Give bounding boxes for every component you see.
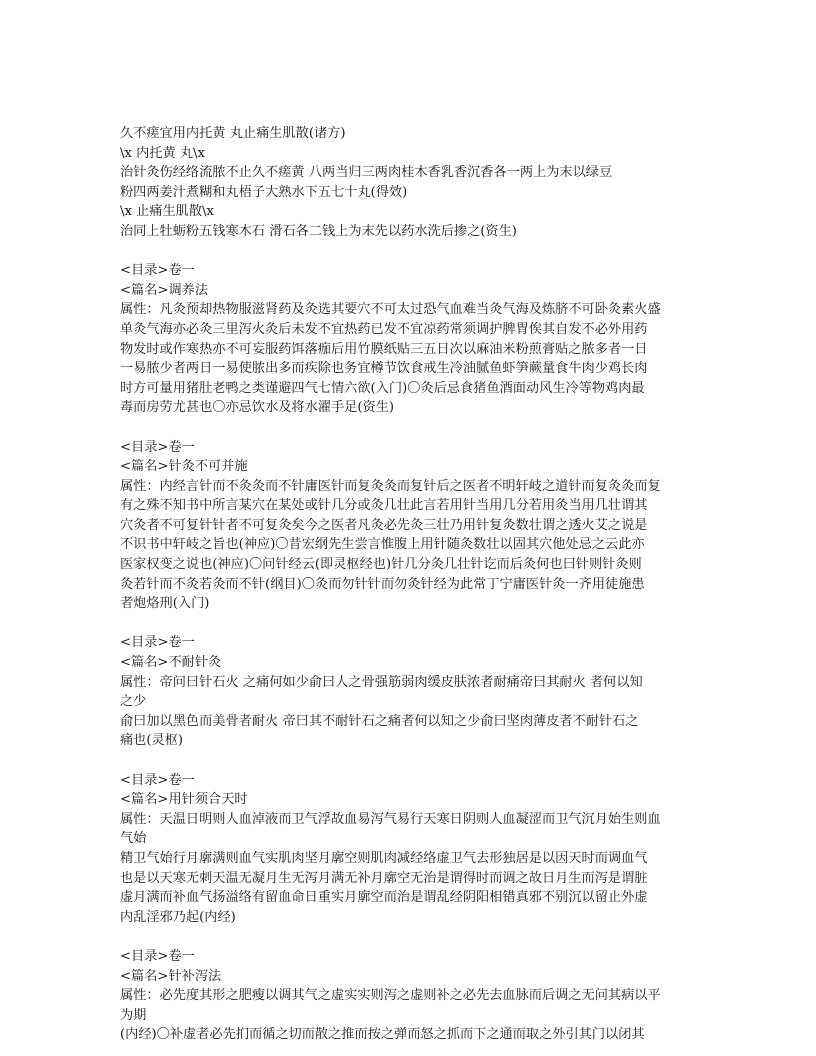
section-gap xyxy=(120,418,710,438)
text-line: <目录>卷一 xyxy=(120,635,195,651)
text-line: 之少 xyxy=(120,694,147,710)
document-page xyxy=(120,124,710,1045)
text-line: 有之殊不知书中所言某穴在某处或针几分或灸几壮此言若用针当用几分若用灸当用几壮谓其 xyxy=(120,498,648,514)
text-line: 精卫气始行月廓满则血气实肌肉坚月廓空则肌肉减经络虚卫气去形独居是以因天时而调血气 xyxy=(120,850,648,866)
section-gap xyxy=(120,614,710,634)
section-gap xyxy=(120,927,710,947)
text-line: 属性：凡灸预却热物服滋肾药及灸选其要穴不可太过恐气血难当灸气海及炼脐不可卧灸素火盛 xyxy=(120,302,661,318)
text-line: <篇名>不耐针灸 xyxy=(120,655,222,671)
text-line: \x 内托黄 丸\x xyxy=(120,145,205,161)
text-line: 治针灸伤经络流脓不止久不瘥黄 八两当归三两肉桂木香乳香沉香各一两上为末以绿豆 xyxy=(120,165,613,181)
text-line: 穴灸者不可复针针者不可复灸矣今之医者凡灸必先灸三壮乃用针复灸数壮谓之透火艾之说是 xyxy=(120,517,648,533)
text-line: 属性：必先度其形之肥瘦以调其气之虚实实则泻之虚则补之必先去血脉而后调之无问其病以平 xyxy=(120,988,661,1004)
text-line: 者炮烙刑(入门) xyxy=(120,596,210,612)
text-line: 灸若针而不灸若灸而不针(纲目)〇灸而勿针针而勿灸针经为此常丁宁庸医针灸一齐用徒施患 xyxy=(120,576,645,592)
text-line: 治同上牡蛎粉五钱寒木石 滑石各二钱上为末先以药水洗后掺之(资生) xyxy=(120,223,517,239)
text-line: 气始 xyxy=(120,831,147,847)
text-line: 久不瘥宜用内托黄 丸止痛生肌散(诸方) xyxy=(120,126,346,141)
text-line: 虚月满而补血气扬溢络有留血命日重实月廓空而治是谓乱经阴阳相错真邪不别沉以留止外虚 xyxy=(120,890,648,906)
text-line: 为期 xyxy=(120,1007,147,1023)
text-line: <目录>卷一 xyxy=(120,772,195,788)
text-line: 单灸气海亦必灸三里泻火灸后未发不宜热药已发不宜凉药常须调护脾胃俟其自发不必外用药 xyxy=(120,321,648,337)
text-line: 粉四两姜汁煮糊和丸梧子大熟水下五七十丸(得效) xyxy=(120,184,408,200)
text-line: <篇名>用针须合天时 xyxy=(120,792,248,808)
text-line: 不识书中轩岐之旨也(神应)〇昔宏纲先生尝言惟腹上用针随灸数壮以固其穴他处忌之云此亦 xyxy=(120,537,645,553)
text-line: 医家权变之说也(神应)〇问针经云(即灵枢经也)针几分灸几壮针讫而后灸何也曰针则针灸则 xyxy=(120,557,642,573)
text-line: 俞曰加以黑色而美骨者耐火 帝曰其不耐针石之痛者何以知之少俞曰坚肉薄皮者不耐针石之 xyxy=(120,713,639,729)
text-line: (内经)〇补虚者必先扪而循之切而散之推而按之弹而怒之抓而下之通而取之外引其门以闭其 xyxy=(120,1027,645,1043)
text-line: 属性：内经言针而不灸灸而不针庸医针而复灸灸而复针后之医者不明轩岐之道针而复灸灸而复 xyxy=(120,478,661,494)
text-line: 属性：天温日明则人血淖液而卫气浮故血易泻气易行天寒日阴则人血凝涩而卫气沉月始生则血 xyxy=(120,811,661,827)
text-line: <篇名>针补泻法 xyxy=(120,968,222,984)
text-line: 物发时或作寒热亦不可妄服药饵落痂后用竹膜纸贴三五日次以麻油米粉煎膏贴之脓多者一日 xyxy=(120,341,648,357)
text-line: <篇名>调养法 xyxy=(120,282,209,298)
text-line: <目录>卷一 xyxy=(120,948,195,964)
text-line: 时方可量用猪肚老鸭之类谨避四气七情六欲(入门)〇灸后忌食猪鱼酒面动风生冷等物鸡肉最 xyxy=(120,380,645,396)
section-gap xyxy=(120,751,710,771)
text-line: 属性：帝问曰针石火 之痛何如少俞曰人之骨强筋弱肉缓皮肤浓者耐痛帝曰其耐火 者何以知 xyxy=(120,674,643,690)
text-line: <目录>卷一 xyxy=(120,439,195,455)
section-gap xyxy=(120,242,710,262)
text-line: 毒而房劳尤甚也〇亦忌饮水及将水濯手足(资生) xyxy=(120,400,395,416)
text-line: \x 止痛生肌散\x xyxy=(120,204,214,220)
text-line: 也是以天寒无刺天温无凝月生无泻月满无补月廓空无治是谓得时而调之故日月生而泻是谓脏 xyxy=(120,870,648,886)
text-line: 内乱淫邪乃起(内经) xyxy=(120,909,236,925)
text-line: <目录>卷一 xyxy=(120,263,195,279)
text-line: 一易脓少者两日一易使脓出多而疾除也务宜樽节饮食戒生冷油腻鱼虾笋蕨量食牛肉少鸡长肉 xyxy=(120,361,648,377)
text-line: <篇名>针灸不可并施 xyxy=(120,459,248,475)
text-line: 痛也(灵枢) xyxy=(120,733,184,749)
